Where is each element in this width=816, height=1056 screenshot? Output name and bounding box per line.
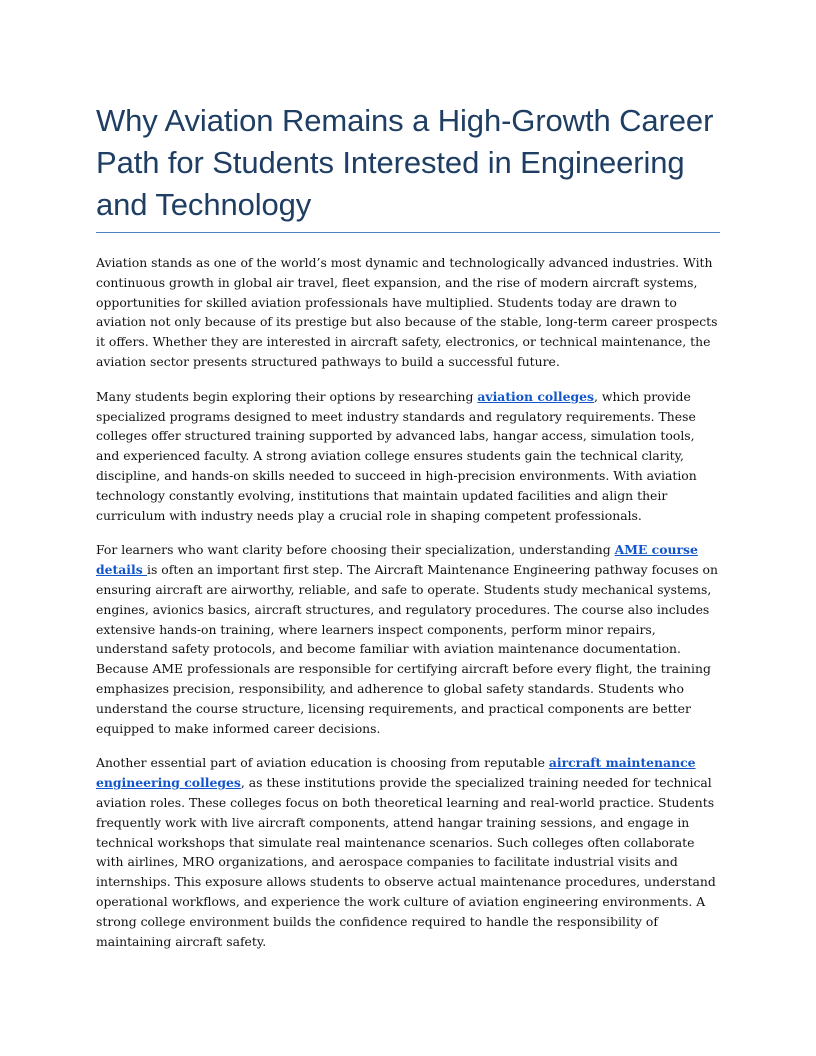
aircraft-maintenance-engineering-colleges-link[interactable]: aircraft maintenance engineering colleges [96, 755, 696, 791]
paragraph-intro: Aviation stands as one of the world’s most dynamic and technologically advanced industries. With continuous growth in global air travel, fleet expansion, and the rise of modern aircraft systems, opportunities for skilled aviation professionals have multiplied. Students today are drawn to aviation not only because of its prestige but also because of the stable, long-term career prospects it offers. Whether they are interested in aircraft safety, electronics, or technical maintenance, the aviation sector presents structured pathways to build a successful future. [96, 255, 718, 369]
paragraph-text-after: is often an important first step. The Aircraft Maintenance Engineering pathway focuses on ensuring aircraft are airworthy, reliable, and safe to operate. Students study mechanical systems, engines, avionics basics, aircraft structures, and regulatory procedures. The course also includes extensive hands-on training, where learners inspect components, perform minor repairs, understand safety protocols, and become familiar with aviation maintenance documentation. Because AME professionals are responsible for certifying aircraft before every flight, the training emphasizes precision, responsibility, and adherence to global safety standards. Students who understand the course structure, licensing requirements, and practical components are better equipped to make informed career decisions. [96, 562, 718, 736]
paragraph-text-before: For learners who want clarity before choosing their specialization, understanding [96, 542, 615, 558]
document-page [96, 100, 720, 951]
paragraph-text-before: Another essential part of aviation education is choosing from reputable [96, 755, 549, 771]
paragraph-ame-course [96, 540, 720, 738]
aviation-colleges-link[interactable]: aviation colleges [477, 388, 594, 404]
paragraph-ame-colleges [96, 753, 720, 951]
paragraph-aviation-colleges [96, 387, 720, 526]
paragraph-text-after: , which provide specialized programs designed to meet industry standards and regulatory requirements. These colleges offer structured training supported by advanced labs, hangar access, simulation tools, and experienced faculty. A strong aviation college ensures students gain the technical clarity, discipline, and hands-on skills needed to succeed in high-precision environments. With aviation technology constantly evolving, institutions that maintain updated facilities and align their curriculum with industry needs play a crucial role in shaping competent professionals. [96, 388, 697, 523]
ame-course-details-link[interactable]: AME course details [96, 542, 698, 578]
paragraph-text-before: Many students begin exploring their options by researching [96, 388, 478, 404]
paragraph-text-after: , as these institutions provide the specialized training needed for technical aviation roles. These colleges focus on both theoretical learning and real-world practice. Students frequently work with live aircraft components, attend hangar training sessions, and engage in technical workshops that simulate real maintenance scenarios. Such colleges often collaborate with airlines, MRO organizations, and aerospace companies to facilitate industrial visits and internships. This exposure allows students to observe actual maintenance procedures, understand operational workflows, and experience the work culture of aviation engineering environments. A strong college environment builds the confidence required to handle the responsibility of maintaining aircraft safety. [96, 775, 716, 949]
page-title: Why Aviation Remains a High-Growth Career Path for Students Interested in Engineering and Technology [96, 100, 720, 233]
